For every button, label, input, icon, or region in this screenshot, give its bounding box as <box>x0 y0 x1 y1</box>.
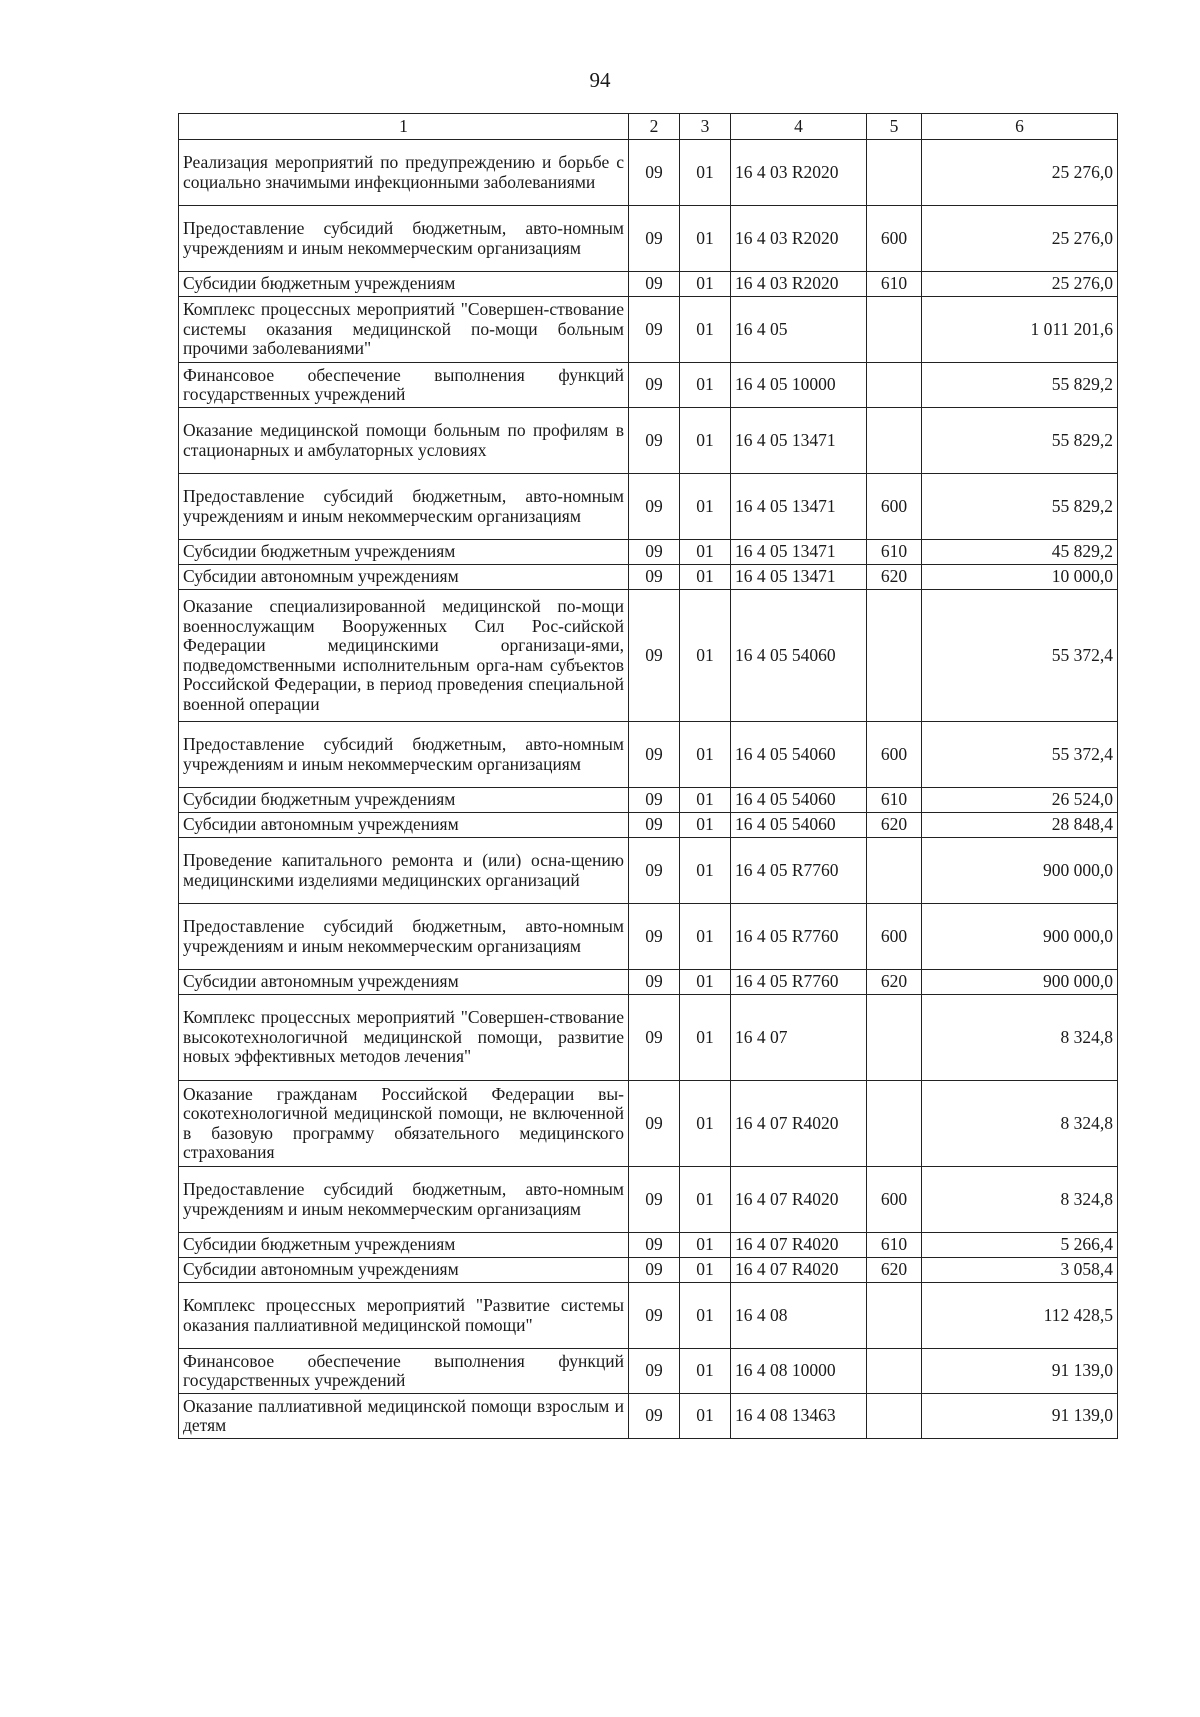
cell-name: Оказание медицинской помощи больным по профилям в стационарных и амбулаторных условиях <box>179 408 629 474</box>
cell-expense-type <box>867 140 922 206</box>
table-row <box>179 590 1118 722</box>
cell-subsection: 01 <box>680 904 731 970</box>
cell-expense-type <box>867 1394 922 1439</box>
cell-target-article: 16 4 05 54060 <box>731 590 867 722</box>
cell-name: Оказание паллиативной медицинской помощи взрослым и детям <box>179 1394 629 1439</box>
cell-amount: 55 372,4 <box>922 722 1118 788</box>
cell-name: Комплекс процессных мероприятий "Совершен-ствование системы оказания медицинской по-мощи больным прочими заболеваниями" <box>179 297 629 363</box>
table-row <box>179 408 1118 474</box>
table-row <box>179 722 1118 788</box>
table-row <box>179 1258 1118 1283</box>
cell-target-article: 16 4 03 R2020 <box>731 206 867 272</box>
cell-amount: 91 139,0 <box>922 1394 1118 1439</box>
page-number: 94 <box>589 68 611 92</box>
cell-amount: 55 829,2 <box>922 363 1118 408</box>
table-row <box>179 904 1118 970</box>
header-row <box>179 114 1118 140</box>
table-row <box>179 1394 1118 1439</box>
cell-subsection: 01 <box>680 1349 731 1394</box>
cell-subsection: 01 <box>680 565 731 590</box>
cell-expense-type: 610 <box>867 788 922 813</box>
cell-amount: 26 524,0 <box>922 788 1118 813</box>
table-row <box>179 540 1118 565</box>
cell-chapter: 09 <box>629 904 680 970</box>
cell-amount: 8 324,8 <box>922 1167 1118 1233</box>
cell-name: Субсидии бюджетным учреждениям <box>179 272 629 297</box>
cell-chapter: 09 <box>629 970 680 995</box>
cell-amount: 8 324,8 <box>922 1081 1118 1167</box>
cell-amount: 25 276,0 <box>922 206 1118 272</box>
table-body <box>179 140 1118 1439</box>
cell-chapter: 09 <box>629 297 680 363</box>
cell-expense-type <box>867 297 922 363</box>
cell-target-article: 16 4 05 R7760 <box>731 904 867 970</box>
cell-chapter: 09 <box>629 140 680 206</box>
cell-amount: 55 829,2 <box>922 474 1118 540</box>
cell-subsection: 01 <box>680 474 731 540</box>
cell-expense-type: 610 <box>867 540 922 565</box>
table-row <box>179 474 1118 540</box>
cell-expense-type: 620 <box>867 970 922 995</box>
cell-target-article: 16 4 05 13471 <box>731 565 867 590</box>
table-row <box>179 297 1118 363</box>
cell-chapter: 09 <box>629 1233 680 1258</box>
cell-subsection: 01 <box>680 1394 731 1439</box>
table-row <box>179 1081 1118 1167</box>
cell-amount: 55 829,2 <box>922 408 1118 474</box>
cell-target-article: 16 4 07 <box>731 995 867 1081</box>
cell-chapter: 09 <box>629 474 680 540</box>
table-row <box>179 565 1118 590</box>
budget-table <box>178 113 1118 1439</box>
cell-expense-type: 600 <box>867 904 922 970</box>
table-row <box>179 363 1118 408</box>
cell-amount: 45 829,2 <box>922 540 1118 565</box>
cell-chapter: 09 <box>629 838 680 904</box>
cell-expense-type <box>867 1283 922 1349</box>
cell-name: Предоставление субсидий бюджетным, авто-номным учреждениям и иным некоммерческим организациям <box>179 904 629 970</box>
cell-subsection: 01 <box>680 788 731 813</box>
cell-amount: 25 276,0 <box>922 272 1118 297</box>
cell-target-article: 16 4 05 R7760 <box>731 970 867 995</box>
cell-name: Предоставление субсидий бюджетным, авто-номным учреждениям и иным некоммерческим организациям <box>179 474 629 540</box>
header-cell: 5 <box>867 114 922 140</box>
table-row <box>179 970 1118 995</box>
cell-amount: 25 276,0 <box>922 140 1118 206</box>
cell-amount: 91 139,0 <box>922 1349 1118 1394</box>
cell-amount: 55 372,4 <box>922 590 1118 722</box>
cell-subsection: 01 <box>680 1233 731 1258</box>
cell-subsection: 01 <box>680 206 731 272</box>
cell-subsection: 01 <box>680 272 731 297</box>
cell-target-article: 16 4 05 <box>731 297 867 363</box>
cell-amount: 8 324,8 <box>922 995 1118 1081</box>
cell-expense-type: 620 <box>867 1258 922 1283</box>
cell-target-article: 16 4 08 13463 <box>731 1394 867 1439</box>
header-cell: 3 <box>680 114 731 140</box>
cell-target-article: 16 4 03 R2020 <box>731 140 867 206</box>
cell-target-article: 16 4 05 R7760 <box>731 838 867 904</box>
cell-subsection: 01 <box>680 995 731 1081</box>
cell-target-article: 16 4 05 54060 <box>731 788 867 813</box>
cell-target-article: 16 4 05 13471 <box>731 408 867 474</box>
table-row <box>179 1233 1118 1258</box>
header-cell: 2 <box>629 114 680 140</box>
cell-expense-type <box>867 408 922 474</box>
cell-expense-type: 600 <box>867 1167 922 1233</box>
cell-subsection: 01 <box>680 1167 731 1233</box>
cell-target-article: 16 4 05 13471 <box>731 540 867 565</box>
cell-expense-type: 620 <box>867 813 922 838</box>
cell-amount: 900 000,0 <box>922 904 1118 970</box>
table-row <box>179 788 1118 813</box>
cell-chapter: 09 <box>629 1349 680 1394</box>
table-row <box>179 838 1118 904</box>
cell-chapter: 09 <box>629 1283 680 1349</box>
header-cell: 4 <box>731 114 867 140</box>
cell-name: Комплекс процессных мероприятий "Совершен-ствование высокотехнологичной медицинской помощи, развитие новых эффективных методов лечения" <box>179 995 629 1081</box>
cell-chapter: 09 <box>629 1081 680 1167</box>
cell-name: Предоставление субсидий бюджетным, авто-номным учреждениям и иным некоммерческим организациям <box>179 206 629 272</box>
cell-amount: 10 000,0 <box>922 565 1118 590</box>
cell-subsection: 01 <box>680 838 731 904</box>
cell-name: Субсидии бюджетным учреждениям <box>179 540 629 565</box>
cell-chapter: 09 <box>629 1167 680 1233</box>
cell-expense-type <box>867 1349 922 1394</box>
header-cell: 6 <box>922 114 1118 140</box>
cell-name: Финансовое обеспечение выполнения функций государственных учреждений <box>179 363 629 408</box>
cell-expense-type: 610 <box>867 1233 922 1258</box>
cell-target-article: 16 4 07 R4020 <box>731 1233 867 1258</box>
cell-name: Субсидии автономным учреждениям <box>179 1258 629 1283</box>
cell-amount: 3 058,4 <box>922 1258 1118 1283</box>
cell-target-article: 16 4 08 10000 <box>731 1349 867 1394</box>
cell-chapter: 09 <box>629 408 680 474</box>
cell-name: Финансовое обеспечение выполнения функций государственных учреждений <box>179 1349 629 1394</box>
cell-target-article: 16 4 03 R2020 <box>731 272 867 297</box>
cell-name: Оказание специализированной медицинской по-мощи военнослужащим Вооруженных Сил Рос-сийской Федерации медицинскими организаци-ями, подведомственными исполнительным орга-нам субъектов Российской Федерации, в период проведения специальной военной операции <box>179 590 629 722</box>
cell-name: Предоставление субсидий бюджетным, авто-номным учреждениям и иным некоммерческим организациям <box>179 1167 629 1233</box>
cell-target-article: 16 4 05 13471 <box>731 474 867 540</box>
cell-subsection: 01 <box>680 722 731 788</box>
cell-target-article: 16 4 05 54060 <box>731 722 867 788</box>
cell-chapter: 09 <box>629 722 680 788</box>
cell-chapter: 09 <box>629 206 680 272</box>
cell-target-article: 16 4 08 <box>731 1283 867 1349</box>
cell-subsection: 01 <box>680 970 731 995</box>
cell-expense-type <box>867 590 922 722</box>
cell-subsection: 01 <box>680 590 731 722</box>
cell-chapter: 09 <box>629 363 680 408</box>
table-row <box>179 1283 1118 1349</box>
cell-subsection: 01 <box>680 297 731 363</box>
cell-name: Субсидии автономным учреждениям <box>179 565 629 590</box>
cell-chapter: 09 <box>629 1258 680 1283</box>
header-cell: 1 <box>179 114 629 140</box>
cell-chapter: 09 <box>629 813 680 838</box>
cell-name: Субсидии бюджетным учреждениям <box>179 788 629 813</box>
cell-chapter: 09 <box>629 1394 680 1439</box>
cell-amount: 1 011 201,6 <box>922 297 1118 363</box>
table-row <box>179 140 1118 206</box>
cell-chapter: 09 <box>629 995 680 1081</box>
cell-expense-type: 600 <box>867 722 922 788</box>
cell-amount: 900 000,0 <box>922 970 1118 995</box>
cell-expense-type <box>867 995 922 1081</box>
cell-target-article: 16 4 07 R4020 <box>731 1081 867 1167</box>
cell-name: Субсидии автономным учреждениям <box>179 813 629 838</box>
table-row <box>179 995 1118 1081</box>
cell-amount: 28 848,4 <box>922 813 1118 838</box>
cell-subsection: 01 <box>680 1081 731 1167</box>
cell-expense-type: 620 <box>867 565 922 590</box>
table-row <box>179 1349 1118 1394</box>
table-row <box>179 1167 1118 1233</box>
table-row <box>179 206 1118 272</box>
cell-target-article: 16 4 05 10000 <box>731 363 867 408</box>
cell-name: Субсидии автономным учреждениям <box>179 970 629 995</box>
cell-expense-type: 600 <box>867 206 922 272</box>
cell-subsection: 01 <box>680 140 731 206</box>
cell-chapter: 09 <box>629 565 680 590</box>
cell-target-article: 16 4 07 R4020 <box>731 1167 867 1233</box>
cell-subsection: 01 <box>680 363 731 408</box>
cell-name: Оказание гражданам Российской Федерации вы-сокотехнологичной медицинской помощи, не включенной в базовую программу обязательного медицинского страхования <box>179 1081 629 1167</box>
cell-expense-type <box>867 363 922 408</box>
cell-target-article: 16 4 05 54060 <box>731 813 867 838</box>
cell-chapter: 09 <box>629 590 680 722</box>
table-row <box>179 272 1118 297</box>
cell-expense-type <box>867 838 922 904</box>
cell-name: Реализация мероприятий по предупреждению и борьбе с социально значимыми инфекционными заболеваниями <box>179 140 629 206</box>
cell-expense-type: 610 <box>867 272 922 297</box>
cell-chapter: 09 <box>629 272 680 297</box>
cell-expense-type: 600 <box>867 474 922 540</box>
cell-subsection: 01 <box>680 1258 731 1283</box>
cell-target-article: 16 4 07 R4020 <box>731 1258 867 1283</box>
cell-amount: 112 428,5 <box>922 1283 1118 1349</box>
cell-chapter: 09 <box>629 540 680 565</box>
cell-subsection: 01 <box>680 813 731 838</box>
cell-name: Комплекс процессных мероприятий "Развитие системы оказания паллиативной медицинской помощи" <box>179 1283 629 1349</box>
cell-amount: 900 000,0 <box>922 838 1118 904</box>
cell-expense-type <box>867 1081 922 1167</box>
cell-amount: 5 266,4 <box>922 1233 1118 1258</box>
cell-name: Проведение капитального ремонта и (или) осна-щению медицинскими изделиями медицинских организаций <box>179 838 629 904</box>
cell-subsection: 01 <box>680 540 731 565</box>
cell-subsection: 01 <box>680 1283 731 1349</box>
cell-subsection: 01 <box>680 408 731 474</box>
table-row <box>179 813 1118 838</box>
cell-name: Субсидии бюджетным учреждениям <box>179 1233 629 1258</box>
cell-name: Предоставление субсидий бюджетным, авто-номным учреждениям и иным некоммерческим организациям <box>179 722 629 788</box>
cell-chapter: 09 <box>629 788 680 813</box>
